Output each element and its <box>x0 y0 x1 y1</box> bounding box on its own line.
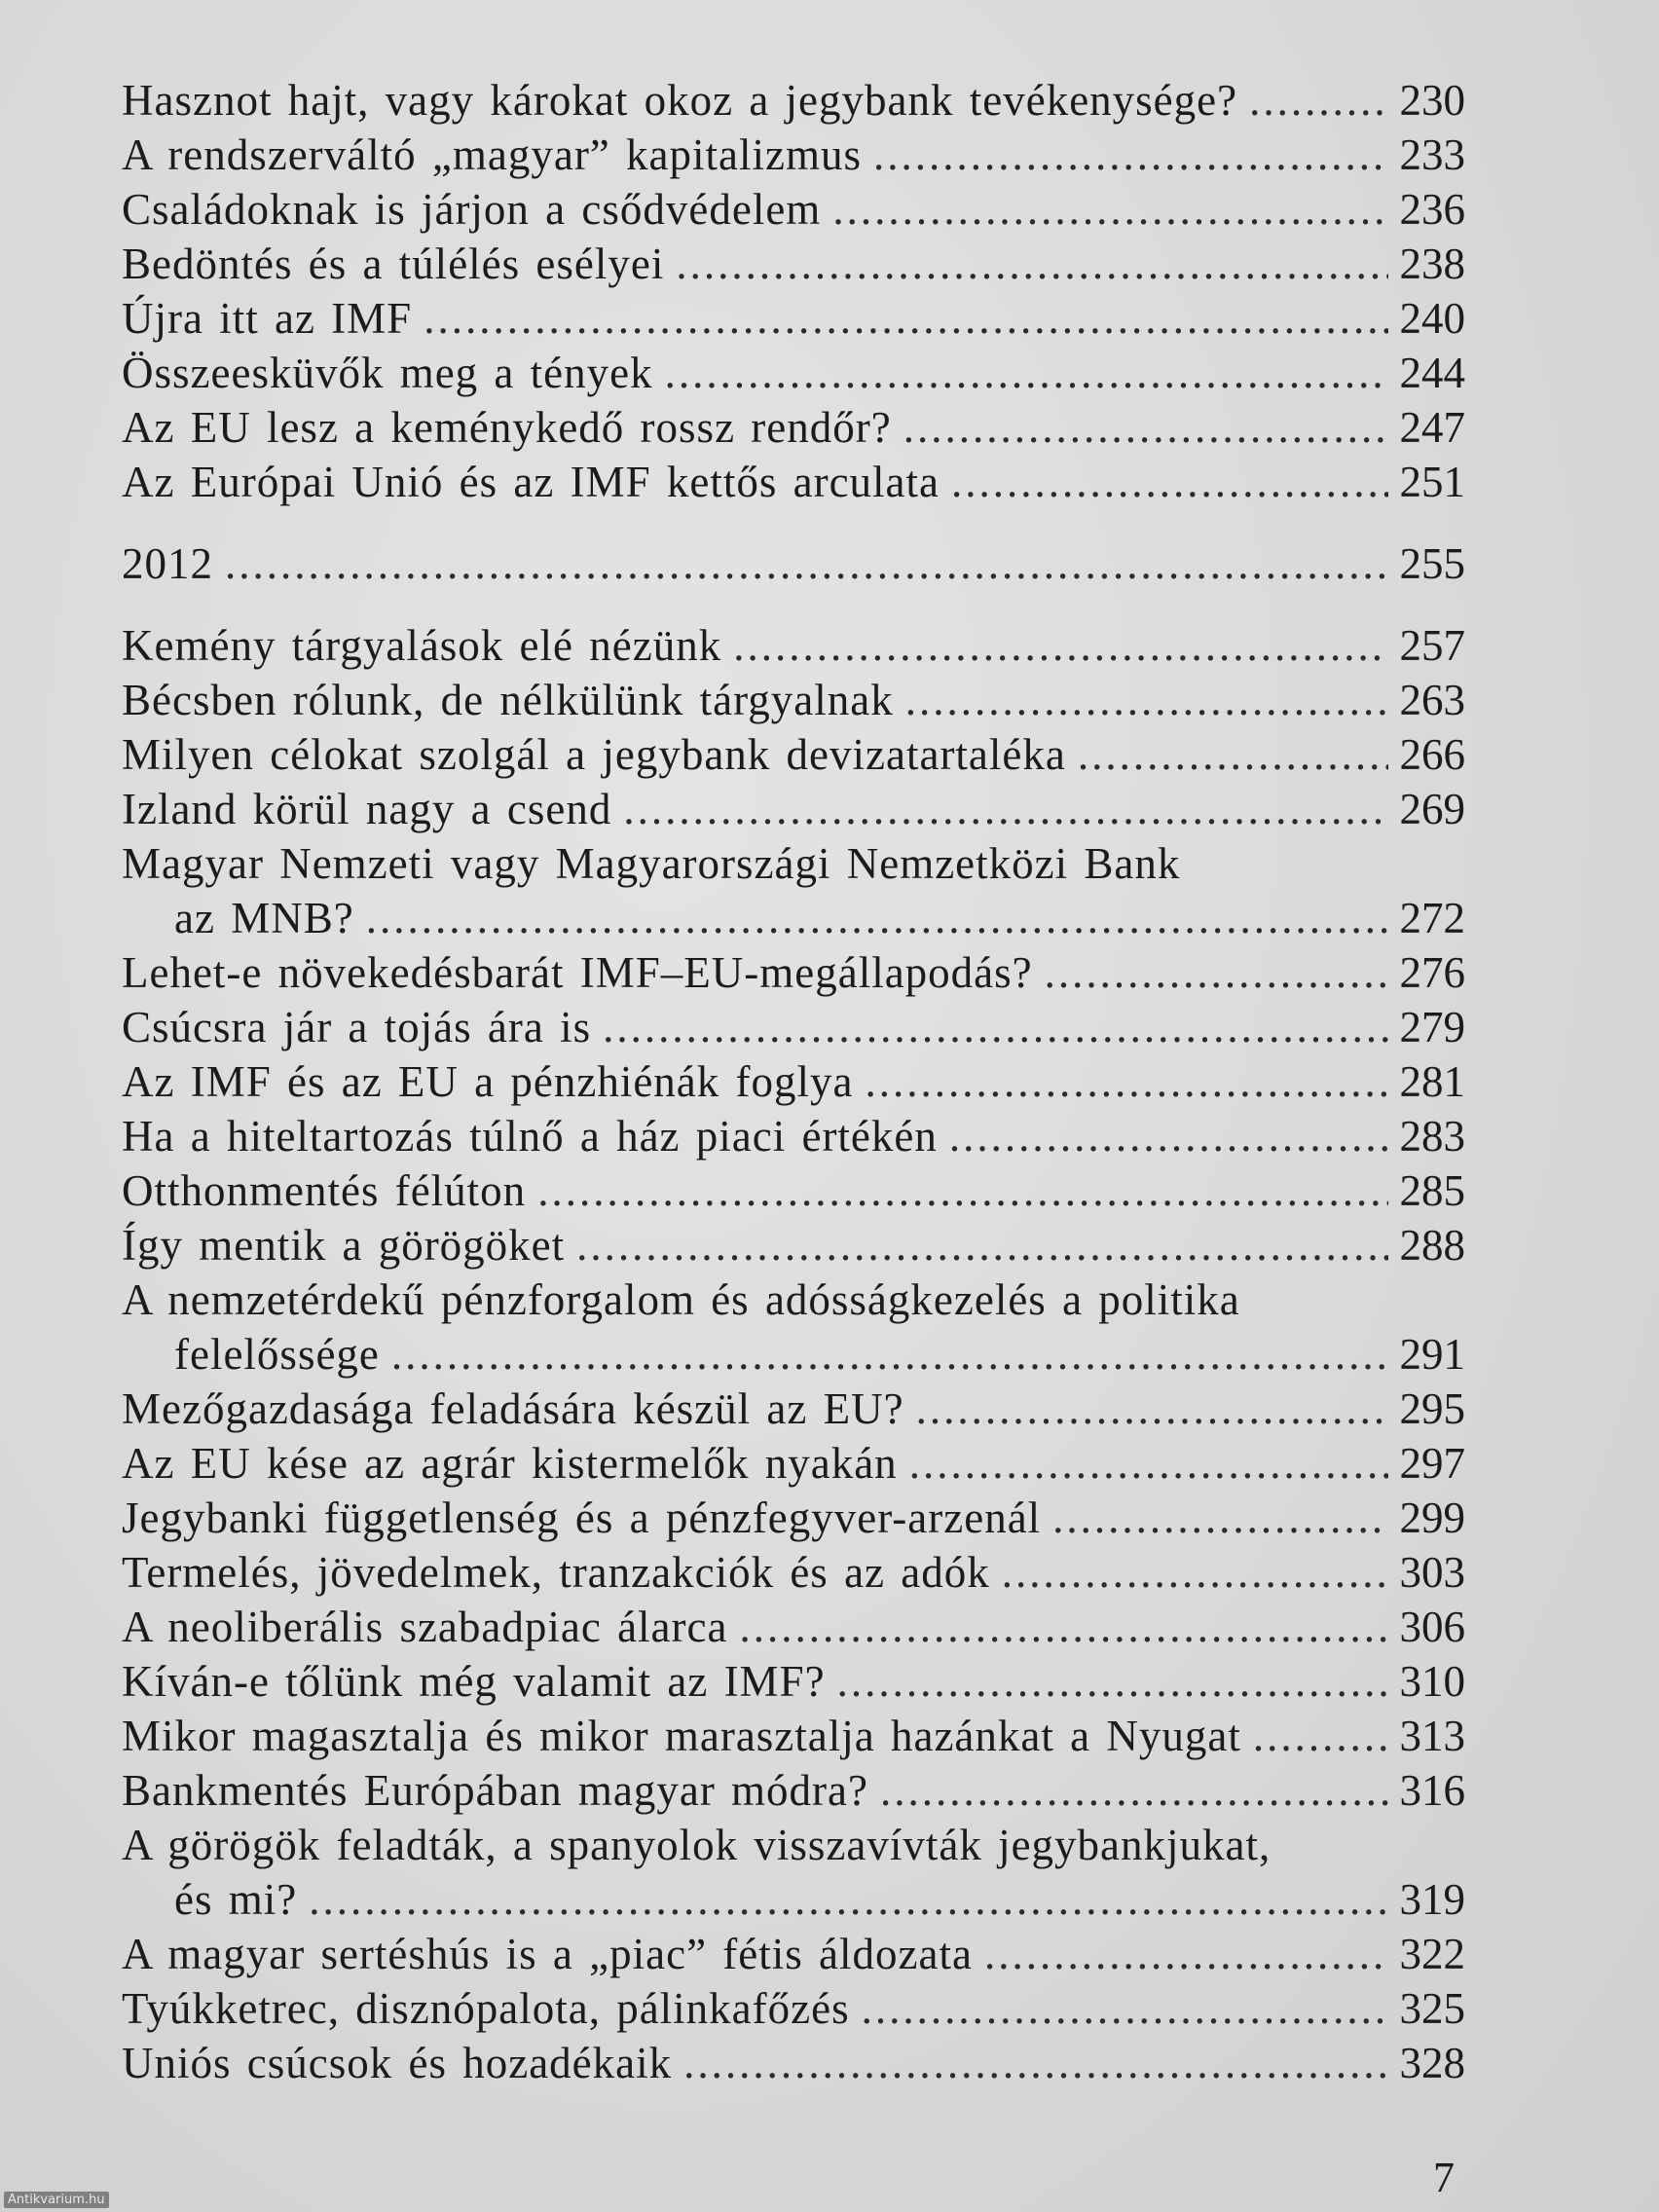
toc-entry-title: Tyúkketrec, disznópalota, pálinkafőzés <box>122 1984 850 2033</box>
dot-leader <box>623 782 1387 836</box>
dot-leader <box>903 400 1388 455</box>
toc-entry[interactable] <box>122 128 1465 182</box>
toc-entry-page: 272 <box>1399 894 1465 942</box>
toc-entry-page: 310 <box>1399 1657 1465 1706</box>
toc-entry-multiline[interactable] <box>122 1818 1465 1927</box>
toc-entry-page: 295 <box>1399 1384 1465 1433</box>
toc-entry-title: Újra itt az IMF <box>122 294 413 343</box>
toc-entry[interactable] <box>122 1927 1465 1981</box>
toc-entry-title: Csúcsra jár a tojás ára is <box>122 1003 592 1051</box>
toc-entry-page: 257 <box>1399 621 1465 670</box>
dot-leader <box>576 1218 1387 1272</box>
dot-leader <box>1052 1491 1387 1545</box>
toc-entry-multiline[interactable] <box>122 1272 1465 1382</box>
toc-entry-title: Összeesküvők meg a tények <box>122 349 653 397</box>
toc-entry-title: Ha a hiteltartozás túlnő a ház piaci értékén <box>122 1112 938 1161</box>
toc-entry[interactable] <box>122 182 1465 237</box>
toc-entry[interactable] <box>122 727 1465 782</box>
toc-entry-title: Termelés, jövedelmek, tranzakciók és az adók <box>122 1548 990 1597</box>
toc-entry[interactable] <box>122 400 1465 455</box>
toc-entry-title: A magyar sertéshús is a „piac” fétis áldozata <box>122 1930 973 1978</box>
dot-leader <box>949 1109 1388 1163</box>
dot-leader <box>832 182 1387 237</box>
toc-entry-page: 279 <box>1399 1003 1465 1051</box>
year-heading-title: 2012 <box>122 539 213 588</box>
toc-entry[interactable] <box>122 237 1465 291</box>
toc-entry[interactable] <box>122 1654 1465 1709</box>
toc-entry-title: Bécsben rólunk, de nélkülünk tárgyalnak <box>122 676 894 724</box>
toc-entry-title: Uniós csúcsok és hozadékaik <box>122 2039 673 2087</box>
toc-entry-title: Kemény tárgyalások elé nézünk <box>122 621 722 670</box>
dot-leader <box>225 536 1388 591</box>
toc-entry-page: 328 <box>1399 2039 1465 2087</box>
toc-entry-title: Az IMF és az EU a pénzhiénák foglya <box>122 1057 854 1106</box>
toc-entry-title-line2: az MNB? <box>174 894 354 942</box>
toc-entry-title: Az EU lesz a keménykedő rossz rendőr? <box>122 403 892 452</box>
dot-leader <box>880 1763 1388 1818</box>
dot-leader <box>1002 1545 1388 1600</box>
dot-leader <box>905 673 1388 727</box>
toc-year-heading[interactable] <box>122 536 1465 591</box>
toc-entry[interactable] <box>122 1491 1465 1545</box>
page-number: 7 <box>1433 2154 1455 2201</box>
toc-entry-page: 319 <box>1399 1875 1465 1924</box>
toc-entry-page: 276 <box>1399 948 1465 997</box>
toc-entry-page: 238 <box>1399 240 1465 288</box>
toc-entry-page: 306 <box>1399 1603 1465 1651</box>
toc-entry[interactable] <box>122 346 1465 400</box>
toc-entry[interactable] <box>122 945 1465 1000</box>
toc-entry-page: 263 <box>1399 676 1465 724</box>
toc-entry-page: 244 <box>1399 349 1465 397</box>
dot-leader <box>424 291 1387 346</box>
toc-entry-title: Így mentik a görögöket <box>122 1221 566 1270</box>
toc-entry-title-line1: A görögök feladták, a spanyolok visszavívták jegybankjukat, <box>122 1821 1272 1869</box>
table-of-contents <box>122 73 1465 2090</box>
toc-entry[interactable] <box>122 1382 1465 1436</box>
toc-entry[interactable] <box>122 1436 1465 1491</box>
toc-entry-page: 325 <box>1399 1984 1465 2033</box>
toc-entry-page: 269 <box>1399 785 1465 833</box>
dot-leader <box>665 346 1388 400</box>
dot-leader <box>603 1000 1387 1054</box>
dot-leader <box>309 1872 1387 1927</box>
toc-entry[interactable] <box>122 1709 1465 1763</box>
toc-entry[interactable] <box>122 1763 1465 1818</box>
toc-entry[interactable] <box>122 1545 1465 1600</box>
dot-leader <box>1045 945 1388 1000</box>
toc-entry-title: Otthonmentés félúton <box>122 1166 527 1215</box>
toc-entry-page: 266 <box>1399 730 1465 779</box>
toc-entry-title: Bankmentés Európában magyar módra? <box>122 1766 868 1815</box>
toc-entry-page: 236 <box>1399 185 1465 234</box>
toc-entry[interactable] <box>122 782 1465 836</box>
toc-entry-page: 291 <box>1399 1330 1465 1379</box>
dot-leader <box>951 455 1388 509</box>
dot-leader <box>1078 727 1388 782</box>
toc-entry[interactable] <box>122 1163 1465 1218</box>
toc-entry[interactable] <box>122 455 1465 509</box>
toc-entry-page: 283 <box>1399 1112 1465 1161</box>
toc-entry-title: A rendszerváltó „magyar” kapitalizmus <box>122 130 862 179</box>
toc-entry[interactable] <box>122 1054 1465 1109</box>
toc-entry-title: Kíván-e tőlünk még valamit az IMF? <box>122 1657 826 1706</box>
dot-leader <box>676 237 1387 291</box>
dot-leader <box>909 1436 1388 1491</box>
dot-leader <box>873 128 1388 182</box>
toc-entry[interactable] <box>122 618 1465 673</box>
toc-entry-title: Bedöntés és a túlélés esélyei <box>122 240 665 288</box>
toc-entry[interactable] <box>122 1218 1465 1272</box>
dot-leader <box>366 891 1388 945</box>
toc-entry-page: 299 <box>1399 1493 1465 1542</box>
toc-entry-page: 247 <box>1399 403 1465 452</box>
watermark-label: Antikvarium.hu <box>4 2192 109 2208</box>
toc-entry-page: 303 <box>1399 1548 1465 1597</box>
toc-entry-title-line2: és mi? <box>174 1875 298 1924</box>
toc-entry[interactable] <box>122 1109 1465 1163</box>
toc-entry-title: Izland körül nagy a csend <box>122 785 612 833</box>
dot-leader <box>862 1981 1388 2036</box>
toc-entry-title: Családoknak is járjon a csődvédelem <box>122 185 822 234</box>
toc-entry-title: Mikor magasztalja és mikor marasztalja hazánkat a Nyugat <box>122 1712 1241 1760</box>
dot-leader <box>866 1054 1388 1109</box>
dot-leader <box>916 1382 1388 1436</box>
toc-entry[interactable] <box>122 291 1465 346</box>
toc-entry[interactable] <box>122 73 1465 128</box>
toc-entry-page: 322 <box>1399 1930 1465 1978</box>
toc-entry-title: Lehet-e növekedésbarát IMF–EU-megállapodás? <box>122 948 1033 997</box>
dot-leader <box>537 1163 1387 1218</box>
toc-entry-page: 316 <box>1399 1766 1465 1815</box>
toc-entry-page: 230 <box>1399 76 1465 125</box>
toc-entry[interactable] <box>122 1981 1465 2036</box>
toc-entry-page: 281 <box>1399 1057 1465 1106</box>
toc-entry-title: Jegybanki függetlenség és a pénzfegyver-arzenál <box>122 1493 1042 1542</box>
toc-entry-title: Az EU kése az agrár kistermelők nyakán <box>122 1439 898 1488</box>
toc-entry-title-line1: Magyar Nemzeti vagy Magyarországi Nemzetközi Bank <box>122 839 1181 888</box>
toc-entry[interactable] <box>122 673 1465 727</box>
toc-entry-page: 240 <box>1399 294 1465 343</box>
dot-leader <box>733 618 1387 673</box>
dot-leader <box>683 2036 1387 2090</box>
dot-leader <box>1249 73 1387 128</box>
toc-entry-title: Az Európai Unió és az IMF kettős arculata <box>122 458 940 506</box>
toc-entry-title-line2: felelőssége <box>174 1330 380 1379</box>
toc-entry[interactable] <box>122 2036 1465 2090</box>
dot-leader <box>984 1927 1388 1981</box>
toc-entry-multiline[interactable] <box>122 836 1465 945</box>
toc-entry-title: Mezőgazdasága feladására készül az EU? <box>122 1384 904 1433</box>
dot-leader <box>391 1327 1388 1382</box>
toc-entry-page: 251 <box>1399 458 1465 506</box>
toc-entry-page: 285 <box>1399 1166 1465 1215</box>
toc-entry[interactable] <box>122 1000 1465 1054</box>
dot-leader <box>739 1600 1387 1654</box>
toc-entry-title: Milyen célokat szolgál a jegybank devizatartaléka <box>122 730 1066 779</box>
toc-entry-title: A neoliberális szabadpiac álarca <box>122 1603 728 1651</box>
toc-entry-page: 288 <box>1399 1221 1465 1270</box>
dot-leader <box>1253 1709 1388 1763</box>
toc-entry-title-line1: A nemzetérdekű pénzforgalom és adósságkezelés a politika <box>122 1275 1240 1324</box>
toc-entry-title: Hasznot hajt, vagy károkat okoz a jegybank tevékenysége? <box>122 76 1238 125</box>
toc-entry-page: 297 <box>1399 1439 1465 1488</box>
year-heading-page: 255 <box>1399 539 1465 588</box>
toc-entry[interactable] <box>122 1600 1465 1654</box>
dot-leader <box>837 1654 1388 1709</box>
toc-entry-page: 313 <box>1399 1712 1465 1760</box>
toc-entry-page: 233 <box>1399 130 1465 179</box>
